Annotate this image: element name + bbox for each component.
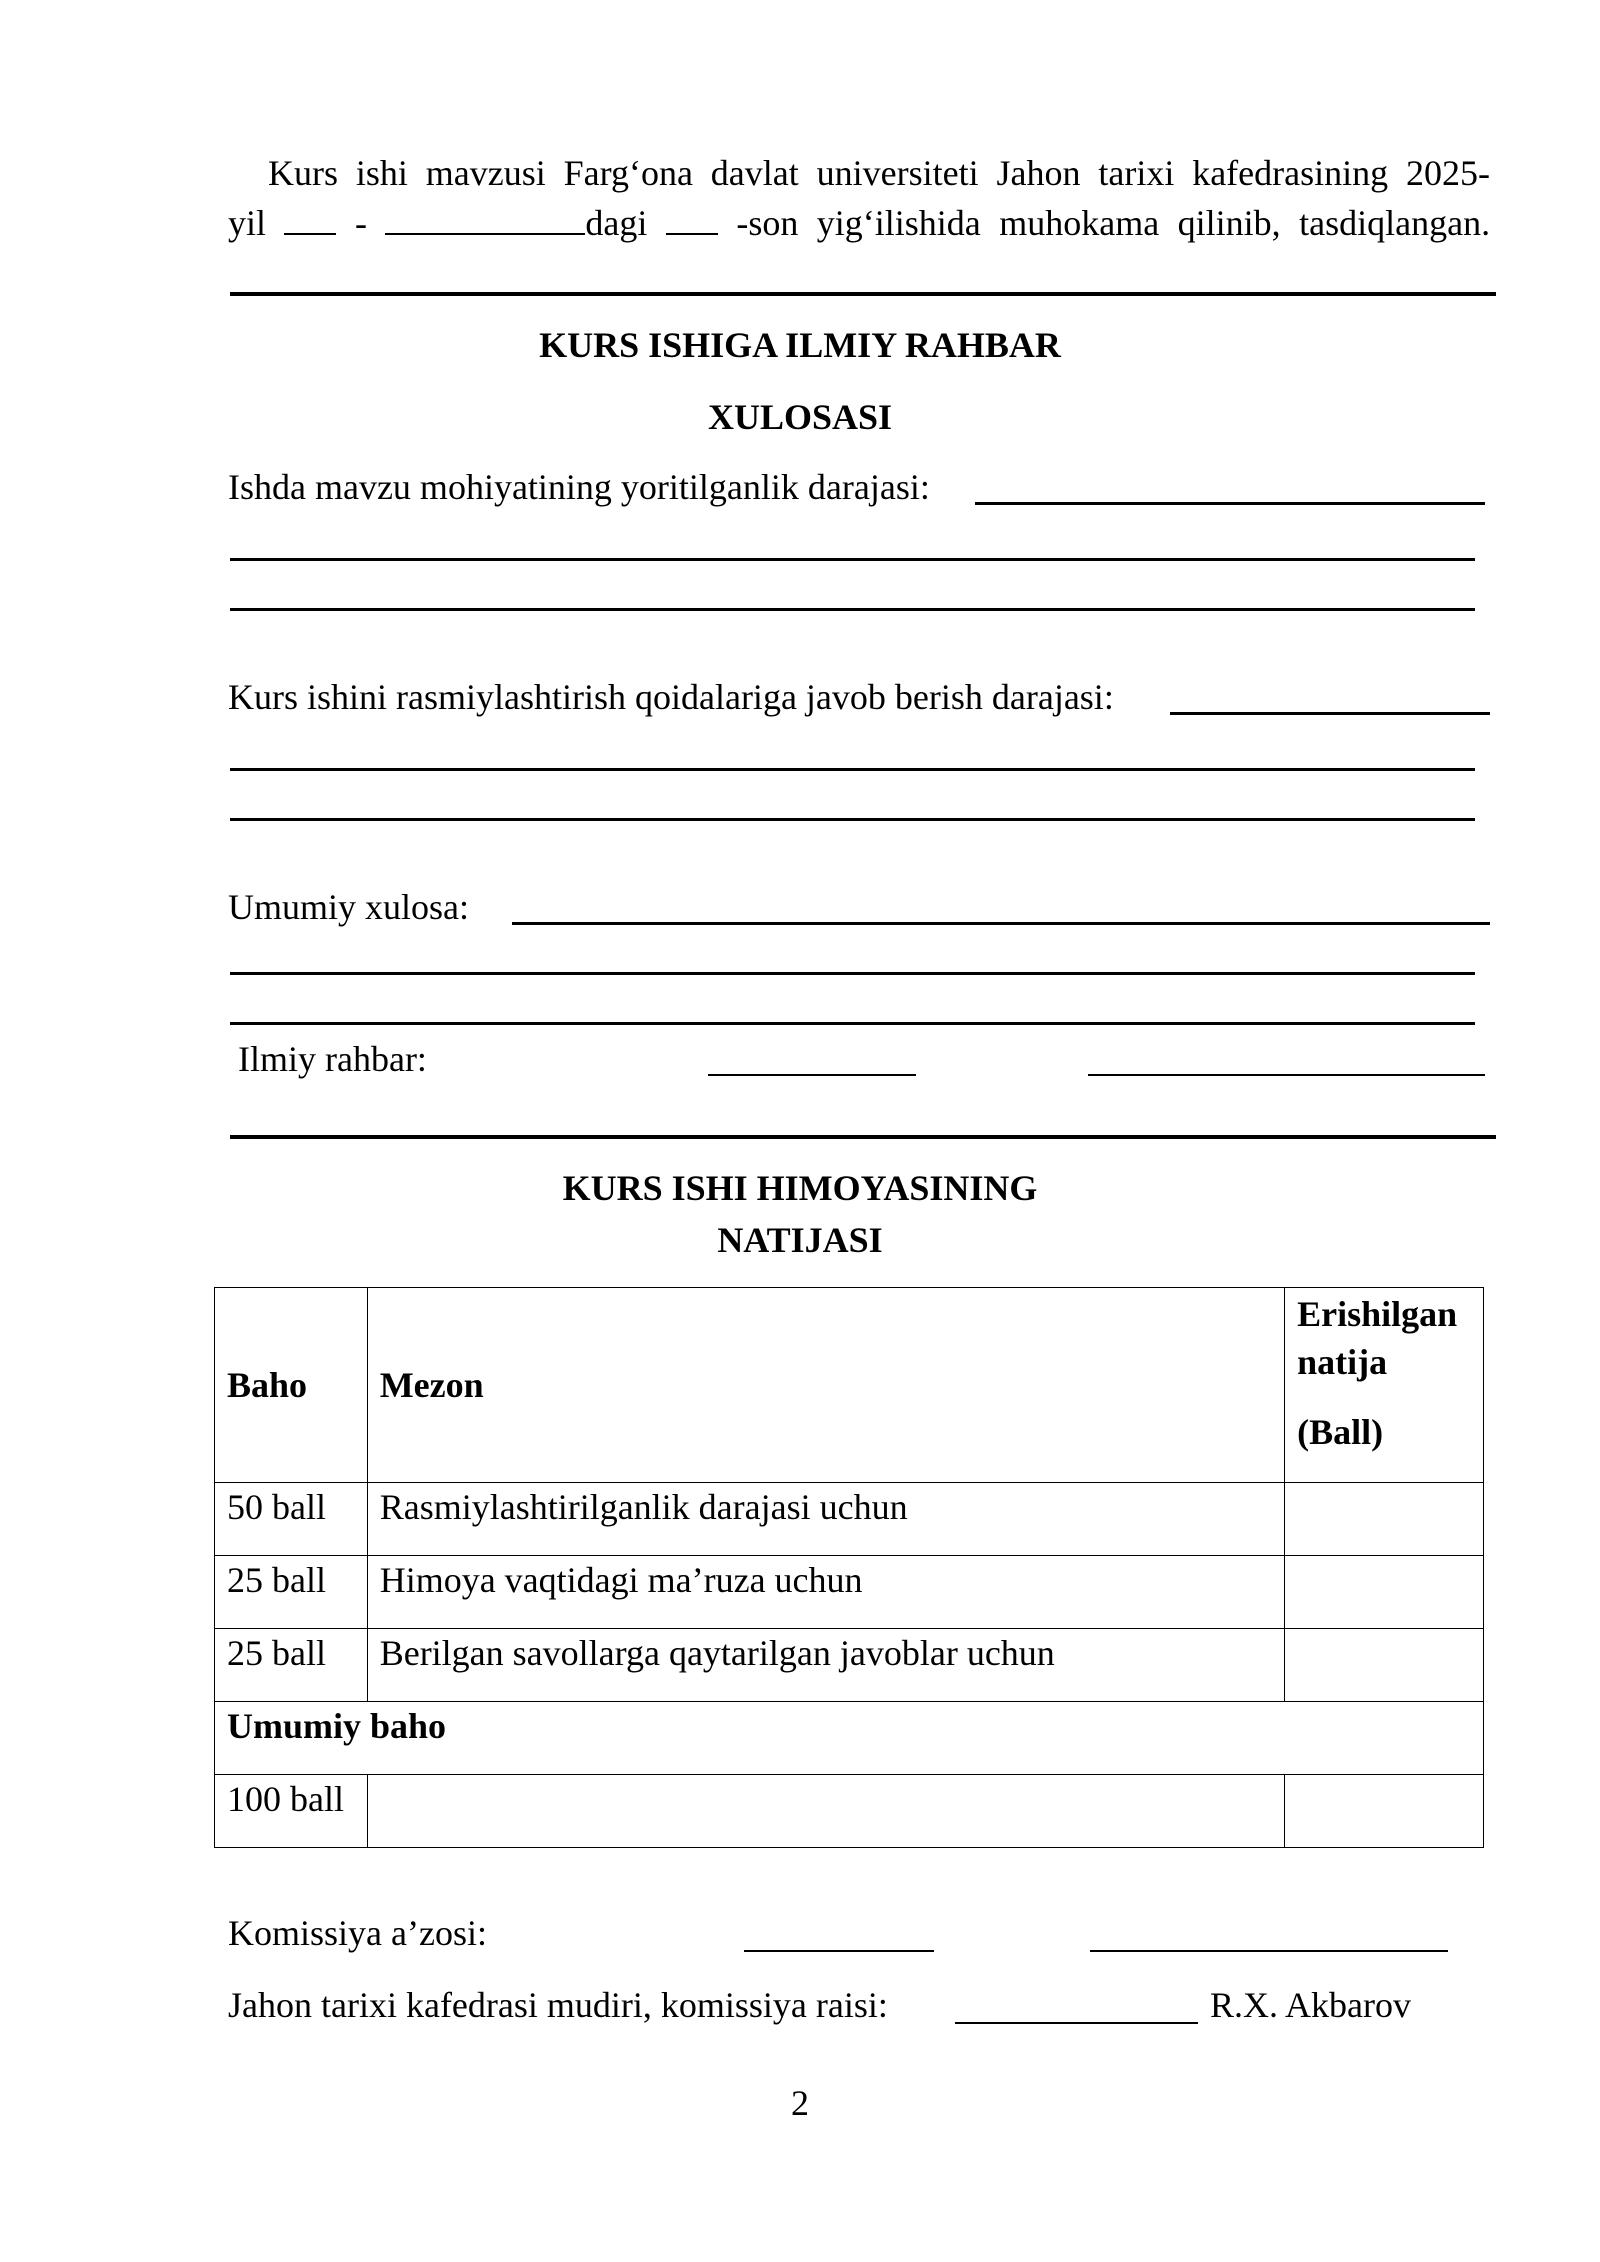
row-criterion: Rasmiylashtirilganlik darajasi uchun (367, 1483, 1284, 1556)
row-grade: 50 ball (215, 1483, 368, 1556)
results-heading-1: KURS ISHI HIMOYASINING (562, 1168, 1038, 1208)
department-head-name: R.X. Akbarov (1210, 1985, 1411, 2025)
page-number: 2 (791, 2083, 809, 2123)
table-row (215, 1556, 1484, 1629)
header-grade: Baho (215, 1288, 368, 1483)
row-result-cell[interactable] (1285, 1483, 1484, 1556)
supervisor-signature-line[interactable] (708, 1074, 916, 1076)
row-grade: 25 ball (215, 1629, 368, 1702)
number-blank[interactable] (666, 203, 718, 235)
table-total-row (215, 1775, 1484, 1848)
member-signature-line[interactable] (744, 1950, 934, 1952)
intro-line-2 (228, 198, 1490, 248)
divider-middle (230, 1135, 1496, 1139)
department-head-label: Jahon tarixi kafedrasi mudiri, komissiya raisi: (228, 1985, 888, 2025)
field2-answer-line[interactable] (1170, 712, 1490, 715)
row-result-cell[interactable] (1285, 1556, 1484, 1629)
table-total-label-row (215, 1702, 1484, 1775)
row-criterion: Himoya vaqtidagi ma’ruza uchun (367, 1556, 1284, 1629)
header-criterion: Mezon (367, 1288, 1284, 1483)
intro-dash: - (354, 203, 367, 243)
conclusion-heading-2: XULOSASI (707, 397, 893, 437)
total-criterion-cell (367, 1775, 1284, 1848)
field2-label: Kurs ishini rasmiylashtirish qoidalariga javob berish darajasi: (228, 677, 1114, 717)
field1-line-2[interactable] (230, 558, 1475, 561)
field3-line-3[interactable] (230, 1022, 1475, 1025)
field1-answer-line[interactable] (975, 502, 1485, 505)
field2-line-2[interactable] (230, 768, 1475, 771)
member-name-line[interactable] (1090, 1950, 1448, 1952)
field3-line-2[interactable] (230, 972, 1475, 975)
results-heading-2: NATIJASI (717, 1220, 883, 1260)
intro-paragraph (228, 148, 1490, 248)
results-table (214, 1287, 1484, 1848)
head-signature-line[interactable] (955, 2022, 1198, 2024)
supervisor-label: Ilmiy rahbar: (238, 1039, 427, 1079)
intro-rest: -son yig‘ilishida muhokama qilinib, tasdiqlangan. (736, 203, 1491, 243)
divider-top (230, 292, 1496, 296)
day-blank[interactable] (284, 203, 336, 235)
field3-label: Umumiy xulosa: (228, 887, 469, 927)
field1-line-3[interactable] (230, 608, 1475, 611)
table-header-row (215, 1288, 1484, 1483)
header-result (1285, 1288, 1484, 1483)
intro-dagi: dagi (585, 203, 648, 243)
header-result-line-3: (Ball) (1297, 1412, 1384, 1452)
total-grade: 100 ball (215, 1775, 368, 1848)
field2-line-3[interactable] (230, 818, 1475, 821)
header-result-line-1: Erishilgan (1297, 1294, 1458, 1334)
intro-year-word: yil (228, 203, 267, 243)
month-blank[interactable] (385, 203, 585, 235)
table-row (215, 1629, 1484, 1702)
total-label: Umumiy baho (215, 1702, 1484, 1775)
supervisor-name-line[interactable] (1088, 1074, 1485, 1076)
field3-answer-line[interactable] (512, 922, 1490, 925)
row-grade: 25 ball (215, 1556, 368, 1629)
header-result-line-2: natija (1297, 1342, 1388, 1382)
conclusion-heading-1: KURS ISHIGA ILMIY RAHBAR (539, 325, 1061, 365)
commission-member-label: Komissiya a’zosi: (228, 1913, 487, 1953)
intro-line-1: Kurs ishi mavzusi Farg‘ona davlat universiteti Jahon tarixi kafedrasining 2025- (268, 153, 1490, 193)
table-row (215, 1483, 1484, 1556)
total-result-cell[interactable] (1285, 1775, 1484, 1848)
row-result-cell[interactable] (1285, 1629, 1484, 1702)
field1-label: Ishda mavzu mohiyatining yoritilganlik darajasi: (228, 467, 930, 507)
row-criterion: Berilgan savollarga qaytarilgan javoblar uchun (367, 1629, 1284, 1702)
